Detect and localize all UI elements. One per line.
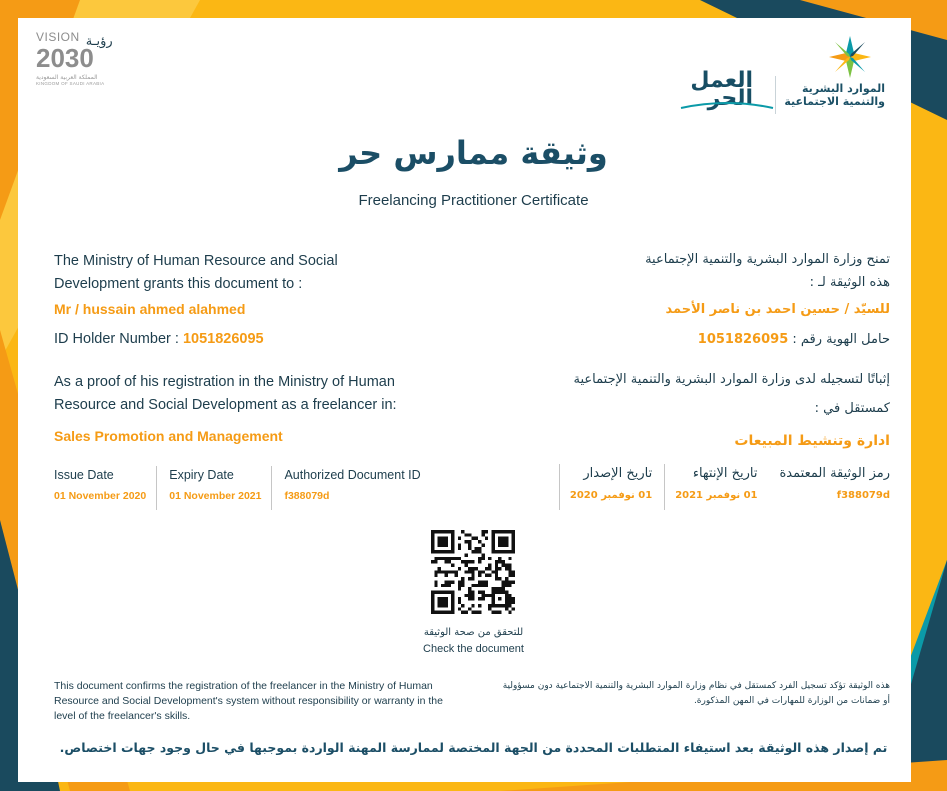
issue-date-value-ar: 01 نوفمبر 2020 (569, 490, 653, 501)
title-arabic: وثيقة ممارس حر (339, 134, 608, 172)
expiry-date-value-ar: 01 نوفمبر 2021 (675, 490, 758, 501)
title-english: Freelancing Practitioner Certificate (358, 192, 589, 209)
document-id-label-ar: رمز الوثيقة المعتمدة (779, 466, 890, 481)
vision-year: 2030 (36, 43, 94, 73)
proof-text-ar (530, 368, 890, 420)
id-label-en: ID Holder Number : (54, 331, 179, 347)
ministry-name-line1: الموارد البشرية (802, 82, 885, 95)
holder-name-en: Mr / hussain ahmed alahmed (54, 301, 246, 317)
document-id-ar (770, 464, 891, 510)
issue-date-label-ar: تاريخ الإصدار (583, 466, 653, 481)
logo-divider (775, 76, 776, 114)
document-id-value-en: f388079d (284, 490, 330, 502)
document-id-value-ar: f388079d (836, 490, 890, 501)
expiry-date-en (169, 466, 272, 510)
grant-line1-ar: تمنح وزارة الموارد البشرية والتنمية الإجتماعية (645, 252, 890, 267)
grant-line2-ar: هذه الوثيقة لـ : (809, 275, 890, 290)
document-id-en (284, 466, 430, 510)
id-value-ar: 1051826095 (697, 332, 789, 347)
grant-text-ar (550, 248, 890, 294)
proof-line2-ar: كمستقل في : (814, 401, 890, 416)
expiry-date-label-ar: تاريخ الإنتهاء (692, 466, 758, 481)
proof-text-en: As a proof of his registration in the Ministry of Human Resource and Social Development as a freelancer in: (54, 374, 397, 413)
expiry-date-label-en: Expiry Date (169, 468, 234, 482)
issue-date-label-en: Issue Date (54, 468, 114, 482)
disclaimer-ar: هذه الوثيقة تؤكد تسجيل الفرد كمستقل في نظام وزارة الموارد البشرية والتنمية الاجتماعية دون مسؤولية أو ضمانات من الوزارة للمهارات في المهن المذكورة. (502, 681, 890, 706)
issue-date-en (54, 466, 157, 510)
vision-label-ar: رؤيـة (85, 34, 113, 49)
issue-date-ar (559, 464, 652, 510)
expiry-date-value-en: 01 November 2021 (169, 490, 262, 502)
holder-name-ar: للسيّد / حسين احمد بن ناصر الأحمد (665, 302, 890, 317)
freelance-logo-swoosh (679, 100, 775, 112)
id-label-ar: حامل الهوية رقم : (792, 332, 890, 347)
qr-code[interactable] (431, 530, 515, 614)
vision-2030-logo (36, 30, 146, 110)
dates-en (54, 466, 443, 510)
ministry-name-line2: والتنمية الاجتماعية (784, 95, 885, 108)
disclaimer-en: This document confirms the registration of the freelancer in the Ministry of Human Resource and Social Development's system without responsibility or warranty in the level of the freelancer's skills. (54, 680, 443, 722)
check-document-ar: للتحقق من صحة الوثيقة (423, 627, 524, 638)
issue-date-value-en: 01 November 2020 (54, 490, 147, 502)
check-document-en: Check the document (423, 643, 524, 655)
field-ar: ادارة وتنشيط المبيعات (734, 433, 890, 449)
dates-ar (547, 464, 890, 510)
vision-logo-top (36, 30, 146, 49)
document-id-label-en: Authorized Document ID (284, 468, 421, 482)
field-en: Sales Promotion and Management (54, 428, 283, 444)
grant-text-en: The Ministry of Human Resource and Social Development grants this document to : (54, 253, 338, 292)
freelance-logo-line1: العمل (690, 68, 753, 93)
ministry-logo (665, 34, 895, 114)
freelance-logo-line2: الحر (707, 86, 753, 111)
id-value-en: 1051826095 (182, 331, 264, 347)
ministry-name (777, 82, 885, 108)
vision-country-ar: المملكة العربية السعودية (36, 74, 98, 81)
proof-line1-ar: إثباتًا لتسجيله لدى وزارة الموارد البشرية والتنمية الإجتماعية (573, 372, 890, 387)
ministry-star-icon (827, 34, 873, 80)
expiry-date-ar (664, 464, 757, 510)
id-row-en (54, 328, 264, 351)
id-row-ar (590, 328, 890, 351)
vision-label-en: VISION (36, 30, 80, 44)
bottom-note-ar: تم إصدار هذه الوثيقة بعد استيفاء المتطلبات المحددة من الجهة المختصة لممارسة المهنة الواردة بموجبها في حال وجود جهات اختصاص. (59, 740, 888, 755)
vision-country-en: KINGDOM OF SAUDI ARABIA (36, 81, 105, 86)
